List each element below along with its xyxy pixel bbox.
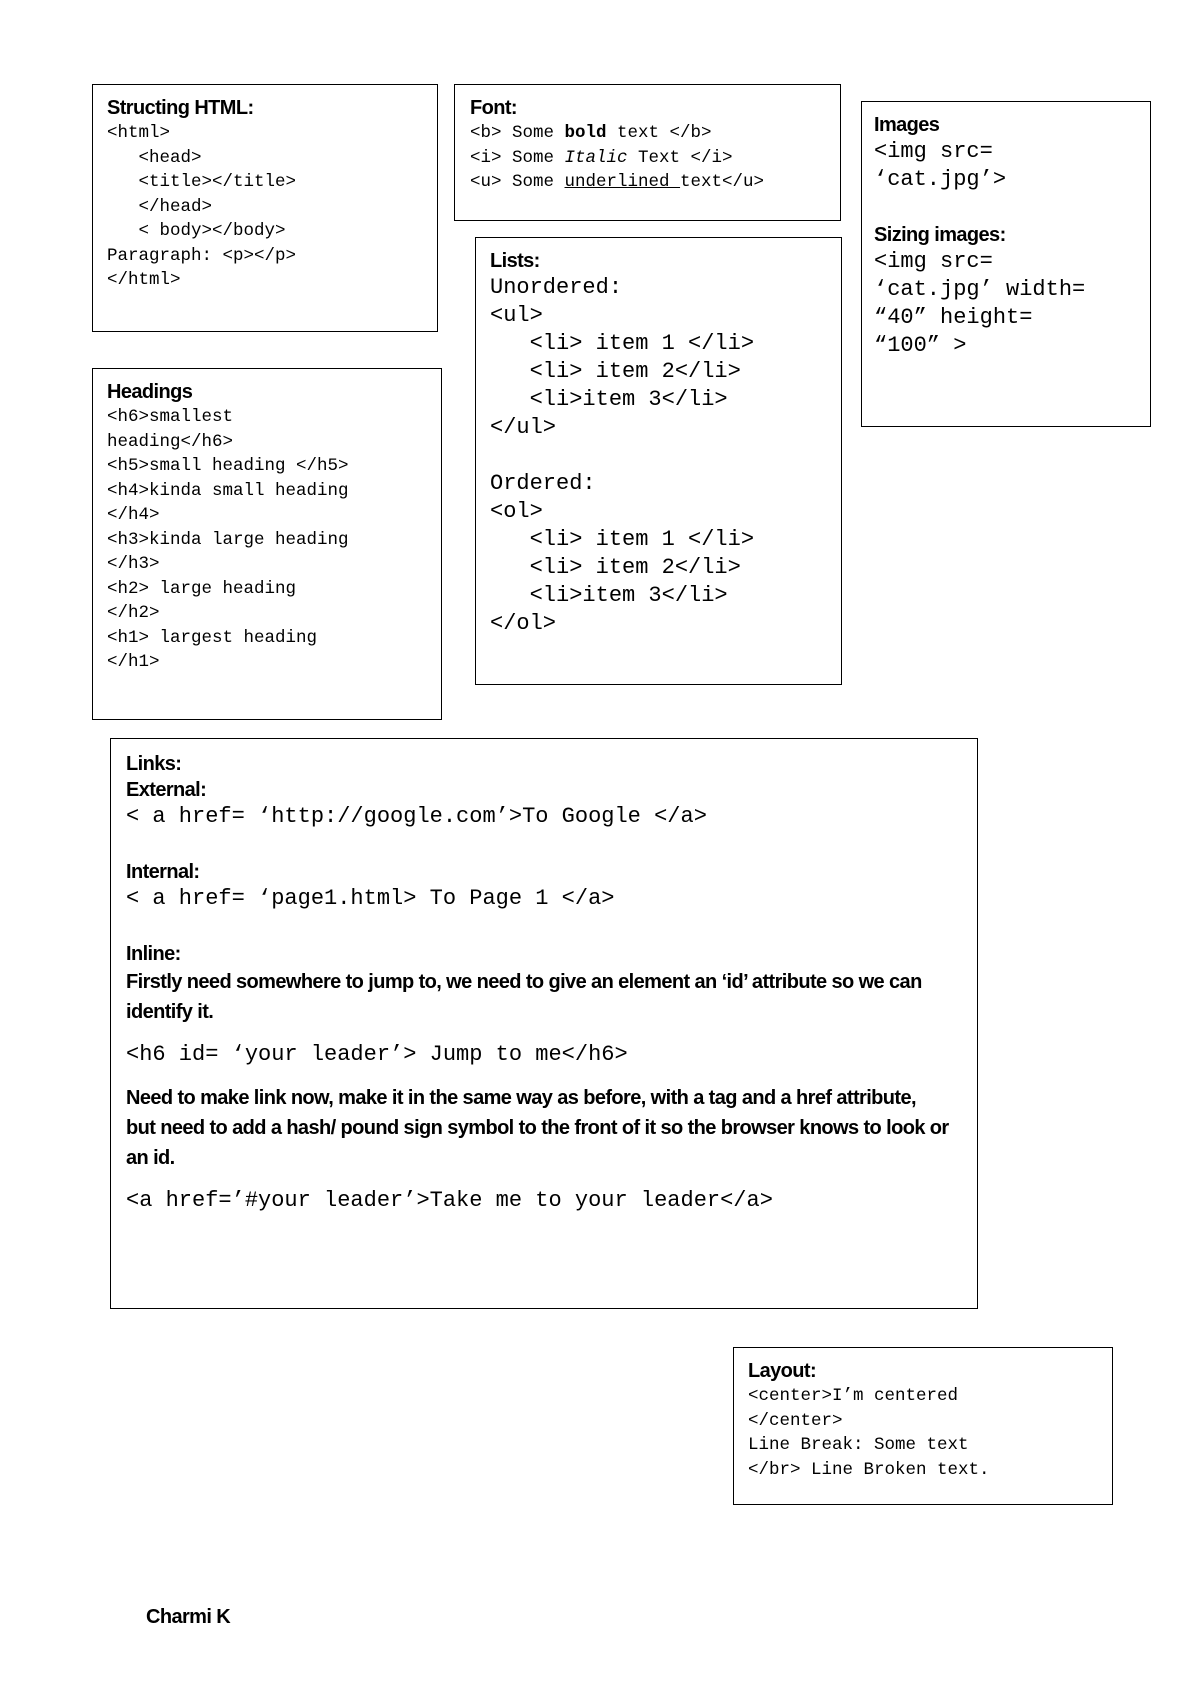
code-line: <li> item 1 </li> (490, 331, 755, 356)
code-line: <h1> largest heading (107, 627, 318, 648)
code-line: <li> item 2</li> (490, 359, 741, 384)
spacer (126, 1173, 949, 1187)
code-line: < body></body> (107, 221, 286, 241)
author-name: Charmi K (146, 1606, 231, 1628)
images-box (861, 101, 1151, 427)
code-line: </h2> (107, 603, 160, 623)
code-line: <h3>kinda large heading (107, 529, 349, 550)
code-line: <h6>smallest (107, 407, 234, 427)
code-line: <ul> (490, 303, 543, 328)
italic-open: <i> Some (470, 147, 565, 168)
bold-close: text </b> (606, 123, 712, 143)
bold-open: <b> Some (470, 123, 565, 143)
code-line: ‘cat.jpg’ width= (874, 277, 1086, 302)
inline-explanation: Firstly need somewhere to jump to, we need to give an element an ‘id’ attribute so we can identify it. (126, 971, 922, 1023)
code-line: ‘cat.jpg’> (874, 167, 1007, 192)
spacer (874, 194, 1150, 222)
code-line: <li>item 3</li> (490, 387, 728, 412)
code-line: </h1> (107, 652, 160, 672)
structuring-title: Structing HTML: (107, 97, 254, 119)
inline-anchor-code: <h6 id= ‘your leader’> Jump to me</h6> (126, 1042, 628, 1067)
spacer (126, 1027, 949, 1041)
bold-example (470, 121, 840, 146)
layout-title: Layout: (748, 1360, 817, 1382)
inline-label: Inline: (126, 943, 181, 965)
underline-open: <u> Some (470, 172, 565, 192)
code-line: <h5>small heading </h5> (107, 456, 349, 476)
headings-title: Headings (107, 381, 193, 403)
code-line: “40” height= (874, 305, 1033, 330)
underline-example (470, 170, 840, 195)
bold-word: bold (564, 123, 607, 143)
spacer (490, 442, 841, 470)
code-line: </h4> (107, 505, 160, 525)
code-line: Line Break: Some text (748, 1435, 969, 1455)
underline-close: text</u> (680, 172, 765, 192)
italic-example (470, 146, 840, 171)
lists-box (475, 237, 842, 685)
code-line: <li> item 1 </li> (490, 527, 755, 552)
code-line: <html> (107, 123, 171, 143)
external-label: External: (126, 779, 207, 801)
code-line: </h3> (107, 554, 160, 574)
links-box (110, 738, 978, 1309)
font-box (454, 84, 841, 221)
code-line: <h2> large heading (107, 578, 297, 599)
code-line: <img src= (874, 139, 993, 164)
code-line: <title></title> (107, 172, 297, 192)
spacer (126, 831, 949, 859)
links-title: Links: (126, 753, 182, 775)
code-line: <ol> (490, 499, 543, 524)
code-line: “100” > (874, 333, 967, 358)
code-line: </ul> (490, 415, 557, 440)
underline-word: underlined (564, 172, 681, 192)
code-line: </center> (748, 1410, 843, 1431)
code-line: </html> (107, 270, 181, 290)
code-line: <h4>kinda small heading (107, 480, 349, 501)
structuring-code (107, 121, 437, 293)
external-link-code: < a href= ‘http://google.com’>To Google </a> (126, 804, 707, 829)
code-line: <img src= (874, 249, 993, 274)
font-title: Font: (470, 97, 517, 119)
internal-label: Internal: (126, 861, 200, 883)
code-line: <head> (107, 147, 202, 168)
inline-link-code: <a href=’#your leader’>Take me to your leader</a> (126, 1188, 773, 1213)
code-line: <li>item 3</li> (490, 583, 728, 608)
code-line: </br> Line Broken text. (748, 1459, 990, 1480)
lists-title: Lists: (490, 250, 540, 272)
internal-link-code: < a href= ‘page1.html> To Page 1 </a> (126, 886, 615, 911)
code-line: Paragraph: <p></p> (107, 245, 297, 266)
code-line: Unordered: (490, 275, 623, 300)
headings-box (92, 368, 442, 720)
images-title: Images (874, 114, 940, 136)
code-line: <li> item 2</li> (490, 555, 741, 580)
code-line: </ol> (490, 611, 557, 636)
italic-word: Italic (564, 147, 628, 168)
code-line: heading</h6> (107, 431, 234, 452)
layout-box (733, 1347, 1113, 1505)
code-line: </head> (107, 196, 213, 217)
code-line: Ordered: (490, 471, 596, 496)
spacer (126, 1069, 949, 1083)
code-line: <center>I’m centered (748, 1386, 959, 1406)
sizing-images-title: Sizing images: (874, 224, 1006, 246)
italic-close: Text </i> (627, 147, 733, 168)
link-explanation: Need to make link now, make it in the same way as before, with a tag and a href attribute, but need to add a hash/ pound sign symbol to the front of it so the browser knows to look or an id. (126, 1087, 949, 1169)
spacer (126, 913, 949, 941)
structuring-html-box (92, 84, 438, 332)
